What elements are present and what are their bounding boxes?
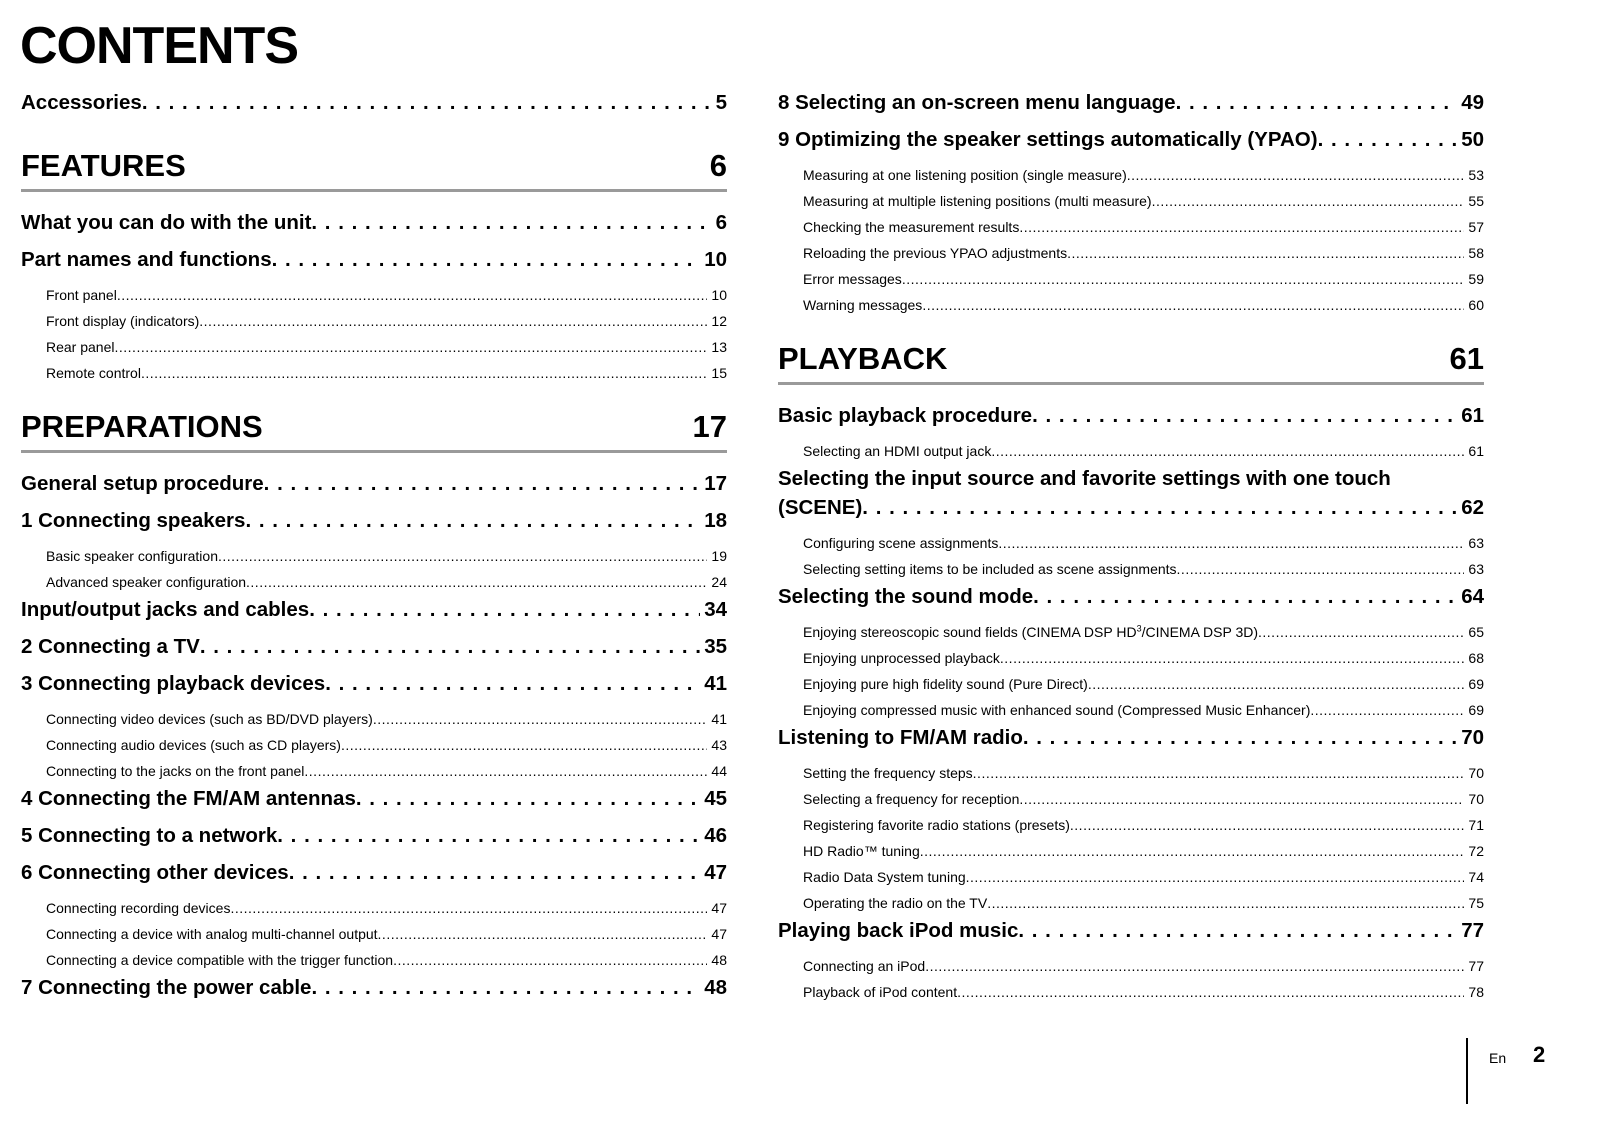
toc-entry-page: 77 xyxy=(1461,919,1484,942)
toc-entry-label: 3 Connecting playback devices xyxy=(21,672,326,695)
toc-subentry[interactable] xyxy=(21,569,727,595)
toc-subentry-label: Connecting a device compatible with the trigger function xyxy=(46,952,394,968)
toc-subentry-page: 47 xyxy=(711,926,727,942)
toc-entry-page: 49 xyxy=(1461,91,1484,114)
toc-subentry-label: Configuring scene assignments xyxy=(803,535,999,551)
toc-subentry-label: Reloading the previous YPAO adjustments xyxy=(803,245,1068,261)
toc-entry[interactable] xyxy=(21,669,727,706)
toc-subentry[interactable] xyxy=(21,706,727,732)
toc-entry-label: 6 Connecting other devices xyxy=(21,861,289,884)
toc-subentry-page: 10 xyxy=(711,287,727,303)
toc-entry[interactable] xyxy=(21,245,727,282)
toc-subentry[interactable] xyxy=(778,760,1484,786)
toc-entry[interactable] xyxy=(21,973,727,1010)
toc-entry-page: 70 xyxy=(1461,726,1484,749)
toc-entry-label: 7 Connecting the power cable xyxy=(21,976,312,999)
toc-entry-label: Basic playback procedure xyxy=(778,404,1033,427)
toc-entry-page: 62 xyxy=(1461,496,1484,519)
toc-entry[interactable] xyxy=(21,784,727,821)
toc-subentry-page: 55 xyxy=(1468,193,1484,209)
toc-entry-label: Input/output jacks and cables xyxy=(21,598,310,621)
toc-subentry-label: Selecting a frequency for reception xyxy=(803,791,1020,807)
toc-subentry-page: 61 xyxy=(1468,443,1484,459)
toc-entry-label: Listening to FM/AM radio xyxy=(778,726,1023,749)
toc-entry[interactable] xyxy=(778,493,1484,530)
toc-subentry[interactable] xyxy=(778,162,1484,188)
toc-subentry[interactable] xyxy=(778,786,1484,812)
toc-subentry-label: Front panel xyxy=(46,287,117,303)
toc-subentry[interactable] xyxy=(778,812,1484,838)
toc-subentry-page: 74 xyxy=(1468,869,1484,885)
toc-entry-label: Accessories xyxy=(21,91,142,114)
toc-subentry[interactable] xyxy=(21,334,727,360)
toc-subentry-label: Enjoying compressed music with enhanced sound (Compressed Music Enhancer) xyxy=(803,702,1311,718)
toc-entry[interactable] xyxy=(21,858,727,895)
toc-subentry[interactable] xyxy=(778,214,1484,240)
toc-subentry-label: Selecting an HDMI output jack xyxy=(803,443,992,459)
toc-subentry[interactable] xyxy=(778,645,1484,671)
superscript: 3 xyxy=(1136,623,1142,634)
toc-subentry-page: 44 xyxy=(711,763,727,779)
toc-subentry-label: Warning messages xyxy=(803,297,923,313)
toc-entry[interactable] xyxy=(21,506,727,543)
toc-entry-label: Playing back iPod music xyxy=(778,919,1019,942)
toc-subentry-page: 69 xyxy=(1468,702,1484,718)
toc-subentry[interactable] xyxy=(778,671,1484,697)
section-title: PLAYBACK xyxy=(778,341,948,376)
toc-entry[interactable] xyxy=(21,88,727,125)
toc-subentry-page: 58 xyxy=(1468,245,1484,261)
toc-subentry[interactable] xyxy=(778,864,1484,890)
toc-subentry[interactable] xyxy=(21,895,727,921)
toc-entry-page: 61 xyxy=(1461,404,1484,427)
toc-subentry[interactable] xyxy=(778,240,1484,266)
toc-subentry[interactable] xyxy=(778,556,1484,582)
toc-subentry-label: Enjoying unprocessed playback xyxy=(803,650,1000,666)
toc-subentry-page: 71 xyxy=(1468,817,1484,833)
toc-subentry-page: 63 xyxy=(1468,561,1484,577)
toc-subentry-page: 59 xyxy=(1468,271,1484,287)
toc-subentry[interactable] xyxy=(778,619,1484,645)
toc-subentry-page: 65 xyxy=(1468,624,1484,640)
toc-entry-page: 47 xyxy=(704,861,727,884)
section-heading-playback xyxy=(778,338,1484,385)
toc-subentry[interactable] xyxy=(778,530,1484,556)
toc-subentry[interactable] xyxy=(778,890,1484,916)
section-page: 6 xyxy=(709,148,727,183)
toc-subentry-label xyxy=(803,619,1258,645)
toc-entry-page: 6 xyxy=(715,211,727,234)
toc-subentry[interactable] xyxy=(21,758,727,784)
toc-subentry-label: Measuring at one listening position (single measure) xyxy=(803,167,1127,183)
toc-subentry-label: Radio Data System tuning xyxy=(803,869,966,885)
toc-entry-page: 46 xyxy=(704,824,727,847)
toc-subentry[interactable] xyxy=(778,697,1484,723)
toc-subentry-page: 13 xyxy=(711,339,727,355)
toc-subentry[interactable] xyxy=(778,266,1484,292)
toc-subentry-label: Advanced speaker configuration xyxy=(46,574,247,590)
toc-subentry-page: 70 xyxy=(1468,765,1484,781)
toc-entry-page: 50 xyxy=(1461,128,1484,151)
toc-entry-label: 8 Selecting an on-screen menu language xyxy=(778,91,1176,114)
toc-subentry[interactable] xyxy=(778,979,1484,1005)
section-title: PREPARATIONS xyxy=(21,409,263,444)
toc-entry-label: General setup procedure xyxy=(21,472,264,495)
toc-entry[interactable] xyxy=(778,88,1484,125)
toc-left-column xyxy=(21,88,727,1010)
toc-entry[interactable] xyxy=(21,595,727,632)
toc-subentry-page: 15 xyxy=(711,365,727,381)
toc-subentry-label: Registering favorite radio stations (presets) xyxy=(803,817,1070,833)
toc-subentry-label: Connecting to the jacks on the front panel xyxy=(46,763,305,779)
toc-entry-label: 4 Connecting the FM/AM antennas xyxy=(21,787,356,810)
toc-subentry-label: Enjoying pure high fidelity sound (Pure Direct) xyxy=(803,676,1088,692)
section-title: FEATURES xyxy=(21,148,186,183)
toc-entry-label: Selecting the sound mode xyxy=(778,585,1034,608)
toc-subentry-label: Front display (indicators) xyxy=(46,313,200,329)
section-heading-features xyxy=(21,145,727,192)
toc-subentry-label: Connecting audio devices (such as CD players) xyxy=(46,737,341,753)
toc-subentry-label: Setting the frequency steps xyxy=(803,765,973,781)
section-page: 17 xyxy=(692,409,727,444)
toc-entry-label: (SCENE) xyxy=(778,496,863,519)
toc-subentry[interactable] xyxy=(778,188,1484,214)
toc-entry-page: 18 xyxy=(704,509,727,532)
toc-entry-page: 5 xyxy=(715,91,727,114)
footer-page-number: 2 xyxy=(1533,1042,1546,1067)
toc-subentry-label: Rear panel xyxy=(46,339,115,355)
toc-subentry[interactable] xyxy=(21,360,727,386)
toc-subentry-page: 68 xyxy=(1468,650,1484,666)
toc-subentry-page: 75 xyxy=(1468,895,1484,911)
toc-subentry-label: Connecting recording devices xyxy=(46,900,231,916)
toc-subentry-label: Connecting video devices (such as BD/DVD players) xyxy=(46,711,373,727)
toc-subentry-label: Selecting setting items to be included as scene assignments xyxy=(803,561,1177,577)
toc-entry[interactable] xyxy=(21,632,727,669)
toc-subentry[interactable] xyxy=(778,953,1484,979)
toc-entry-page: 34 xyxy=(704,598,727,621)
toc-entry[interactable] xyxy=(778,401,1484,438)
toc-subentry-label: Connecting a device with analog multi-channel output xyxy=(46,926,378,942)
toc-subentry-page: 48 xyxy=(711,952,727,968)
toc-subentry[interactable] xyxy=(21,543,727,569)
toc-subentry[interactable] xyxy=(21,947,727,973)
toc-entry-page: 17 xyxy=(704,472,727,495)
toc-entry-page: 48 xyxy=(704,976,727,999)
toc-subentry-page: 63 xyxy=(1468,535,1484,551)
toc-entry-page: 10 xyxy=(704,248,727,271)
toc-subentry-page: 41 xyxy=(711,711,727,727)
toc-subentry-page: 53 xyxy=(1468,167,1484,183)
toc-subentry-page: 43 xyxy=(711,737,727,753)
toc-subentry-page: 70 xyxy=(1468,791,1484,807)
toc-entry[interactable] xyxy=(21,821,727,858)
toc-subentry-page: 24 xyxy=(711,574,727,590)
toc-subentry[interactable] xyxy=(778,292,1484,318)
toc-subentry[interactable] xyxy=(778,838,1484,864)
toc-subentry-label: Measuring at multiple listening positions (multi measure) xyxy=(803,193,1152,209)
toc-entry-label: 9 Optimizing the speaker settings automatically (YPAO) xyxy=(778,128,1318,151)
toc-entry-label-line1[interactable]: Selecting the input source and favorite settings with one touch xyxy=(778,467,1391,490)
toc-entry[interactable] xyxy=(21,469,727,506)
toc-subentry-page: 72 xyxy=(1468,843,1484,859)
toc-subentry-page: 47 xyxy=(711,900,727,916)
toc-entry-label: 1 Connecting speakers xyxy=(21,509,246,532)
toc-subentry-page: 12 xyxy=(711,313,727,329)
toc-entry[interactable] xyxy=(778,125,1484,162)
toc-subentry[interactable] xyxy=(21,732,727,758)
toc-subentry-label: Remote control xyxy=(46,365,141,381)
toc-subentry-label: Checking the measurement results xyxy=(803,219,1020,235)
toc-subentry[interactable] xyxy=(21,308,727,334)
toc-right-column xyxy=(778,88,1484,1005)
toc-entry[interactable] xyxy=(778,916,1484,953)
page-title: CONTENTS xyxy=(20,17,298,75)
toc-subentry[interactable] xyxy=(21,921,727,947)
toc-subentry-label: Connecting an iPod xyxy=(803,958,926,974)
toc-subentry-label: Operating the radio on the TV xyxy=(803,895,988,911)
label-part: Enjoying stereoscopic sound fields (CINEMA DSP HD xyxy=(803,624,1137,640)
toc-entry[interactable] xyxy=(21,208,727,245)
toc-entry-page: 41 xyxy=(704,672,727,695)
toc-entry[interactable] xyxy=(778,723,1484,760)
footer-divider xyxy=(1466,1038,1468,1104)
toc-entry-label: 2 Connecting a TV xyxy=(21,635,200,658)
toc-subentry-label: Playback of iPod content xyxy=(803,984,958,1000)
toc-subentry-label: Basic speaker configuration xyxy=(46,548,218,564)
toc-entry-page: 64 xyxy=(1461,585,1484,608)
toc-entry[interactable] xyxy=(778,582,1484,619)
section-page: 61 xyxy=(1449,341,1484,376)
toc-subentry-label: Error messages xyxy=(803,271,902,287)
toc-entry-label: Part names and functions xyxy=(21,248,272,271)
section-heading-preparations xyxy=(21,406,727,453)
toc-subentry[interactable] xyxy=(21,282,727,308)
toc-entry-label: What you can do with the unit xyxy=(21,211,312,234)
toc-subentry-page: 57 xyxy=(1468,219,1484,235)
toc-entry-label: 5 Connecting to a network xyxy=(21,824,278,847)
footer-language: En xyxy=(1489,1050,1507,1066)
toc-subentry-label: HD Radio™ tuning xyxy=(803,843,920,859)
toc-subentry-page: 77 xyxy=(1468,958,1484,974)
toc-entry-page: 45 xyxy=(704,787,727,810)
toc-subentry-page: 19 xyxy=(711,548,727,564)
toc-subentry[interactable] xyxy=(778,438,1484,464)
toc-subentry-page: 69 xyxy=(1468,676,1484,692)
label-part: /CINEMA DSP 3D) xyxy=(1141,624,1259,640)
toc-entry-page: 35 xyxy=(704,635,727,658)
toc-subentry-page: 78 xyxy=(1468,984,1484,1000)
toc-subentry-page: 60 xyxy=(1468,297,1484,313)
